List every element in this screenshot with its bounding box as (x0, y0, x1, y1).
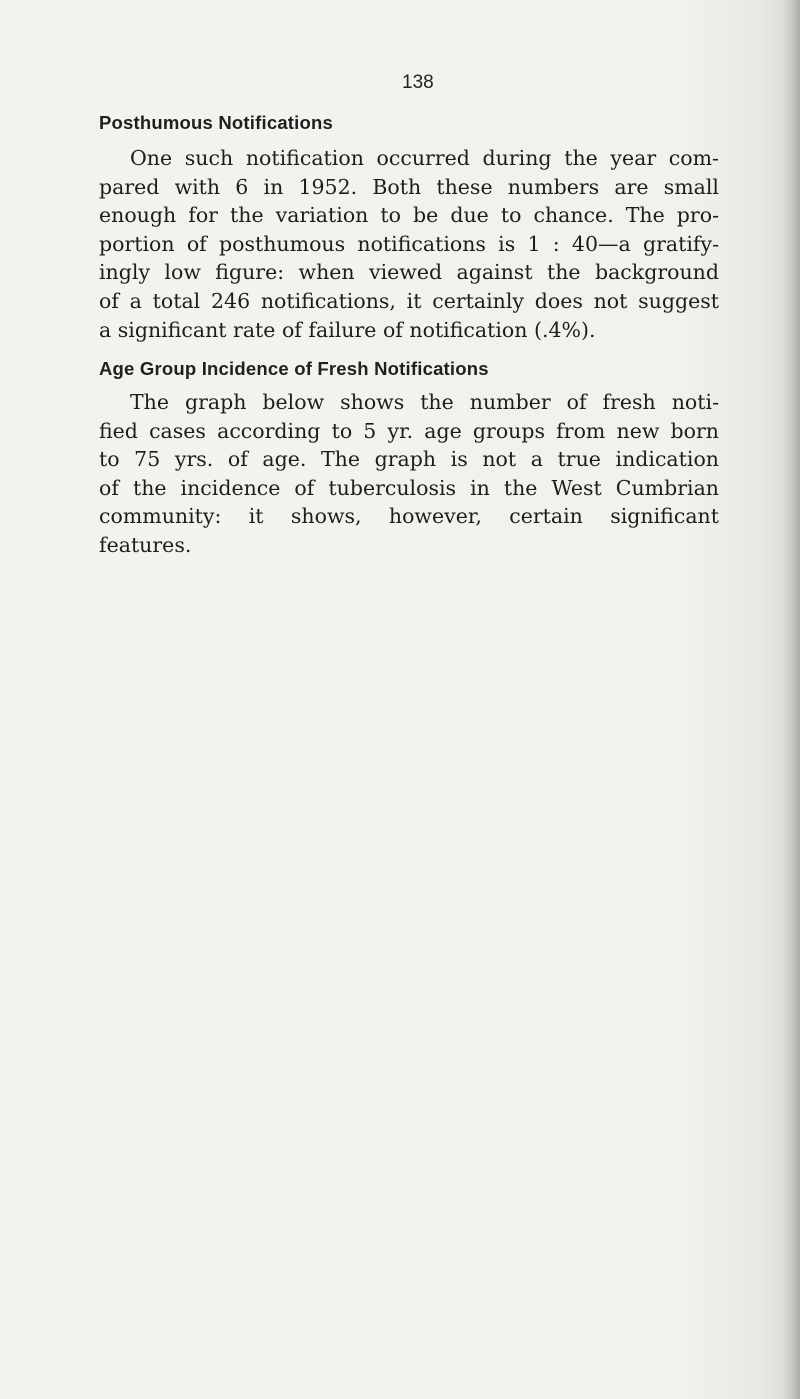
paragraph-line: community: it shows, however, certain significant (99, 504, 719, 529)
paragraph-line: The graph below shows the number of fresh noti- (130, 390, 719, 414)
paragraph-line: features. (99, 532, 192, 557)
paragraph-posthumous-notifications (99, 144, 719, 344)
paragraph-line: of the incidence of tuberculosis in the West Cumbrian (99, 475, 719, 500)
paragraph-line: to 75 yrs. of age. The graph is not a true indication (99, 447, 719, 472)
page-edge-shadow (782, 0, 800, 1399)
section-heading-posthumous-notifications: Posthumous Notifications (99, 112, 333, 133)
paragraph-line: of a total 246 notifications, it certainly does not suggest (99, 288, 719, 313)
paragraph-line: portion of posthumous notifications is 1 : 40—a gratify- (99, 231, 719, 256)
paragraph-line: ingly low figure: when viewed against the background (99, 260, 719, 285)
paragraph-line: One such notification occurred during the year com- (130, 146, 719, 170)
paragraph-line: a significant rate of failure of notification (.4%). (99, 317, 596, 342)
paragraph-line: fied cases according to 5 yr. age groups from new born (99, 418, 719, 443)
paragraph-line: enough for the variation to be due to chance. The pro- (99, 203, 719, 228)
paragraph-line: pared with 6 in 1952. Both these numbers are small (99, 174, 719, 199)
section-heading-age-group-incidence: Age Group Incidence of Fresh Notifications (99, 358, 489, 379)
page-number: 138 (402, 72, 434, 93)
paragraph-age-group-incidence (99, 388, 719, 560)
